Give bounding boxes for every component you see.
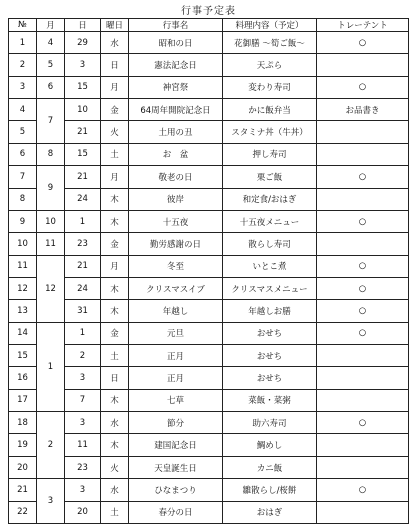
cell-tray <box>317 233 409 255</box>
cell-event: 正月 <box>129 345 223 367</box>
header-menu: 料理内容（予定） <box>223 19 317 32</box>
cell-event: ひなまつり <box>129 479 223 501</box>
cell-weekday: 土 <box>101 143 129 165</box>
table-row <box>9 322 409 344</box>
cell-weekday: 火 <box>101 121 129 143</box>
cell-month: 8 <box>37 143 65 165</box>
cell-tray <box>317 434 409 456</box>
table-row <box>9 277 409 299</box>
cell-no: 21 <box>9 479 37 501</box>
cell-no: 19 <box>9 434 37 456</box>
cell-weekday: 月 <box>101 76 129 98</box>
cell-day: 1 <box>65 210 101 232</box>
cell-event: お 盆 <box>129 143 223 165</box>
table-row <box>9 255 409 277</box>
table-row <box>9 389 409 411</box>
cell-event: 建国記念日 <box>129 434 223 456</box>
cell-event: 年越し <box>129 300 223 322</box>
cell-menu: 変わり寿司 <box>223 76 317 98</box>
cell-menu: おはぎ <box>223 501 317 523</box>
cell-no: 15 <box>9 345 37 367</box>
table-row <box>9 345 409 367</box>
cell-day: 24 <box>65 277 101 299</box>
cell-month: 5 <box>37 54 65 76</box>
table-row <box>9 434 409 456</box>
cell-day: 10 <box>65 99 101 121</box>
cell-day: 3 <box>65 412 101 434</box>
cell-weekday: 水 <box>101 412 129 434</box>
cell-menu: おせち <box>223 345 317 367</box>
cell-weekday: 木 <box>101 434 129 456</box>
cell-month: 1 <box>37 322 65 411</box>
table-row <box>9 233 409 255</box>
cell-day: 23 <box>65 233 101 255</box>
table-row <box>9 121 409 143</box>
cell-menu: スタミナ丼（牛丼） <box>223 121 317 143</box>
cell-event: 元旦 <box>129 322 223 344</box>
cell-menu: 花御膳 ～筍ご飯～ <box>223 32 317 54</box>
cell-event: 十五夜 <box>129 210 223 232</box>
cell-tray <box>317 143 409 165</box>
cell-tray <box>317 367 409 389</box>
cell-tray <box>317 121 409 143</box>
cell-month: 4 <box>37 32 65 54</box>
cell-day: 7 <box>65 389 101 411</box>
cell-weekday: 水 <box>101 479 129 501</box>
cell-event: 春分の日 <box>129 501 223 523</box>
cell-day: 21 <box>65 255 101 277</box>
cell-day: 1 <box>65 322 101 344</box>
cell-event: 彼岸 <box>129 188 223 210</box>
header-month: 月 <box>37 19 65 32</box>
cell-tray: ○ <box>317 210 409 232</box>
header-row <box>9 19 409 32</box>
cell-no: 13 <box>9 300 37 322</box>
cell-event: 勤労感謝の日 <box>129 233 223 255</box>
cell-event: 昭和の日 <box>129 32 223 54</box>
cell-month: 11 <box>37 233 65 255</box>
cell-no: 17 <box>9 389 37 411</box>
cell-no: 2 <box>9 54 37 76</box>
cell-tray: ○ <box>317 166 409 188</box>
header-weekday: 曜日 <box>101 19 129 32</box>
cell-weekday: 木 <box>101 300 129 322</box>
cell-day: 2 <box>65 345 101 367</box>
cell-weekday: 金 <box>101 322 129 344</box>
cell-menu: 散らし寿司 <box>223 233 317 255</box>
cell-weekday: 水 <box>101 32 129 54</box>
cell-tray: ○ <box>317 255 409 277</box>
cell-weekday: 日 <box>101 54 129 76</box>
cell-event: 冬至 <box>129 255 223 277</box>
cell-weekday: 月 <box>101 255 129 277</box>
table-row <box>9 479 409 501</box>
cell-weekday: 木 <box>101 277 129 299</box>
table-row <box>9 300 409 322</box>
cell-weekday: 木 <box>101 210 129 232</box>
cell-no: 12 <box>9 277 37 299</box>
cell-weekday: 日 <box>101 367 129 389</box>
cell-event: 土用の丑 <box>129 121 223 143</box>
cell-no: 14 <box>9 322 37 344</box>
schedule-table <box>8 18 409 524</box>
cell-weekday: 木 <box>101 389 129 411</box>
cell-event: 憲法記念日 <box>129 54 223 76</box>
cell-menu: 年越しお膳 <box>223 300 317 322</box>
cell-menu: 十五夜メニュー <box>223 210 317 232</box>
table-row <box>9 501 409 523</box>
cell-event: 神宮祭 <box>129 76 223 98</box>
cell-event: 天皇誕生日 <box>129 456 223 478</box>
cell-menu: 栗ご飯 <box>223 166 317 188</box>
cell-day: 20 <box>65 501 101 523</box>
cell-no: 6 <box>9 143 37 165</box>
cell-no: 16 <box>9 367 37 389</box>
table-row <box>9 210 409 232</box>
cell-day: 3 <box>65 54 101 76</box>
cell-tray: ○ <box>317 32 409 54</box>
header-event: 行事名 <box>129 19 223 32</box>
cell-no: 11 <box>9 255 37 277</box>
cell-menu: 鯛めし <box>223 434 317 456</box>
header-day: 日 <box>65 19 101 32</box>
cell-tray <box>317 188 409 210</box>
table-row <box>9 456 409 478</box>
cell-no: 22 <box>9 501 37 523</box>
cell-no: 1 <box>9 32 37 54</box>
cell-no: 9 <box>9 210 37 232</box>
cell-day: 31 <box>65 300 101 322</box>
table-row <box>9 412 409 434</box>
cell-weekday: 土 <box>101 501 129 523</box>
cell-weekday: 月 <box>101 166 129 188</box>
page-title: 行事予定表 <box>181 6 236 17</box>
cell-menu: 雛散らし/桜餅 <box>223 479 317 501</box>
cell-event: 節分 <box>129 412 223 434</box>
cell-no: 7 <box>9 166 37 188</box>
table-row <box>9 166 409 188</box>
cell-weekday: 金 <box>101 99 129 121</box>
cell-no: 5 <box>9 121 37 143</box>
table-row <box>9 367 409 389</box>
cell-tray: ○ <box>317 479 409 501</box>
cell-menu: 押し寿司 <box>223 143 317 165</box>
cell-day: 3 <box>65 367 101 389</box>
cell-day: 29 <box>65 32 101 54</box>
table-row <box>9 143 409 165</box>
cell-tray <box>317 501 409 523</box>
cell-day: 11 <box>65 434 101 456</box>
cell-menu: かに飯弁当 <box>223 99 317 121</box>
cell-no: 18 <box>9 412 37 434</box>
cell-weekday: 木 <box>101 188 129 210</box>
cell-event: 64周年開院記念日 <box>129 99 223 121</box>
cell-menu: おせち <box>223 367 317 389</box>
cell-day: 21 <box>65 166 101 188</box>
cell-day: 23 <box>65 456 101 478</box>
cell-tray <box>317 456 409 478</box>
cell-day: 24 <box>65 188 101 210</box>
cell-month: 9 <box>37 166 65 211</box>
cell-month: 6 <box>37 76 65 98</box>
cell-month: 10 <box>37 210 65 232</box>
cell-no: 4 <box>9 99 37 121</box>
cell-weekday: 火 <box>101 456 129 478</box>
cell-day: 21 <box>65 121 101 143</box>
cell-tray: お品書き <box>317 99 409 121</box>
cell-no: 8 <box>9 188 37 210</box>
cell-no: 10 <box>9 233 37 255</box>
cell-month: 2 <box>37 412 65 479</box>
cell-day: 15 <box>65 76 101 98</box>
cell-menu: おせち <box>223 322 317 344</box>
cell-tray: ○ <box>317 300 409 322</box>
cell-weekday: 金 <box>101 233 129 255</box>
cell-tray: ○ <box>317 277 409 299</box>
cell-day: 3 <box>65 479 101 501</box>
header-no: № <box>9 19 37 32</box>
cell-day: 15 <box>65 143 101 165</box>
cell-menu: カニ飯 <box>223 456 317 478</box>
cell-menu: 天ぷら <box>223 54 317 76</box>
header-tray: トレーテント <box>317 19 409 32</box>
cell-month: 3 <box>37 479 65 524</box>
table-row <box>9 188 409 210</box>
cell-month: 12 <box>37 255 65 322</box>
cell-menu: 助六寿司 <box>223 412 317 434</box>
cell-no: 20 <box>9 456 37 478</box>
cell-tray <box>317 389 409 411</box>
cell-no: 3 <box>9 76 37 98</box>
cell-menu: クリスマスメニュー <box>223 277 317 299</box>
table-row <box>9 54 409 76</box>
cell-tray <box>317 345 409 367</box>
cell-event: クリスマスイブ <box>129 277 223 299</box>
cell-event: 正月 <box>129 367 223 389</box>
cell-tray: ○ <box>317 76 409 98</box>
cell-event: 敬老の日 <box>129 166 223 188</box>
cell-tray <box>317 54 409 76</box>
cell-tray: ○ <box>317 322 409 344</box>
table-row <box>9 32 409 54</box>
table-row <box>9 76 409 98</box>
cell-tray: ○ <box>317 412 409 434</box>
cell-menu: 和定食/おはぎ <box>223 188 317 210</box>
cell-menu: 菜飯・菜粥 <box>223 389 317 411</box>
cell-month: 7 <box>37 99 65 144</box>
cell-menu: いとこ煮 <box>223 255 317 277</box>
table-row <box>9 99 409 121</box>
cell-weekday: 土 <box>101 345 129 367</box>
cell-event: 七草 <box>129 389 223 411</box>
